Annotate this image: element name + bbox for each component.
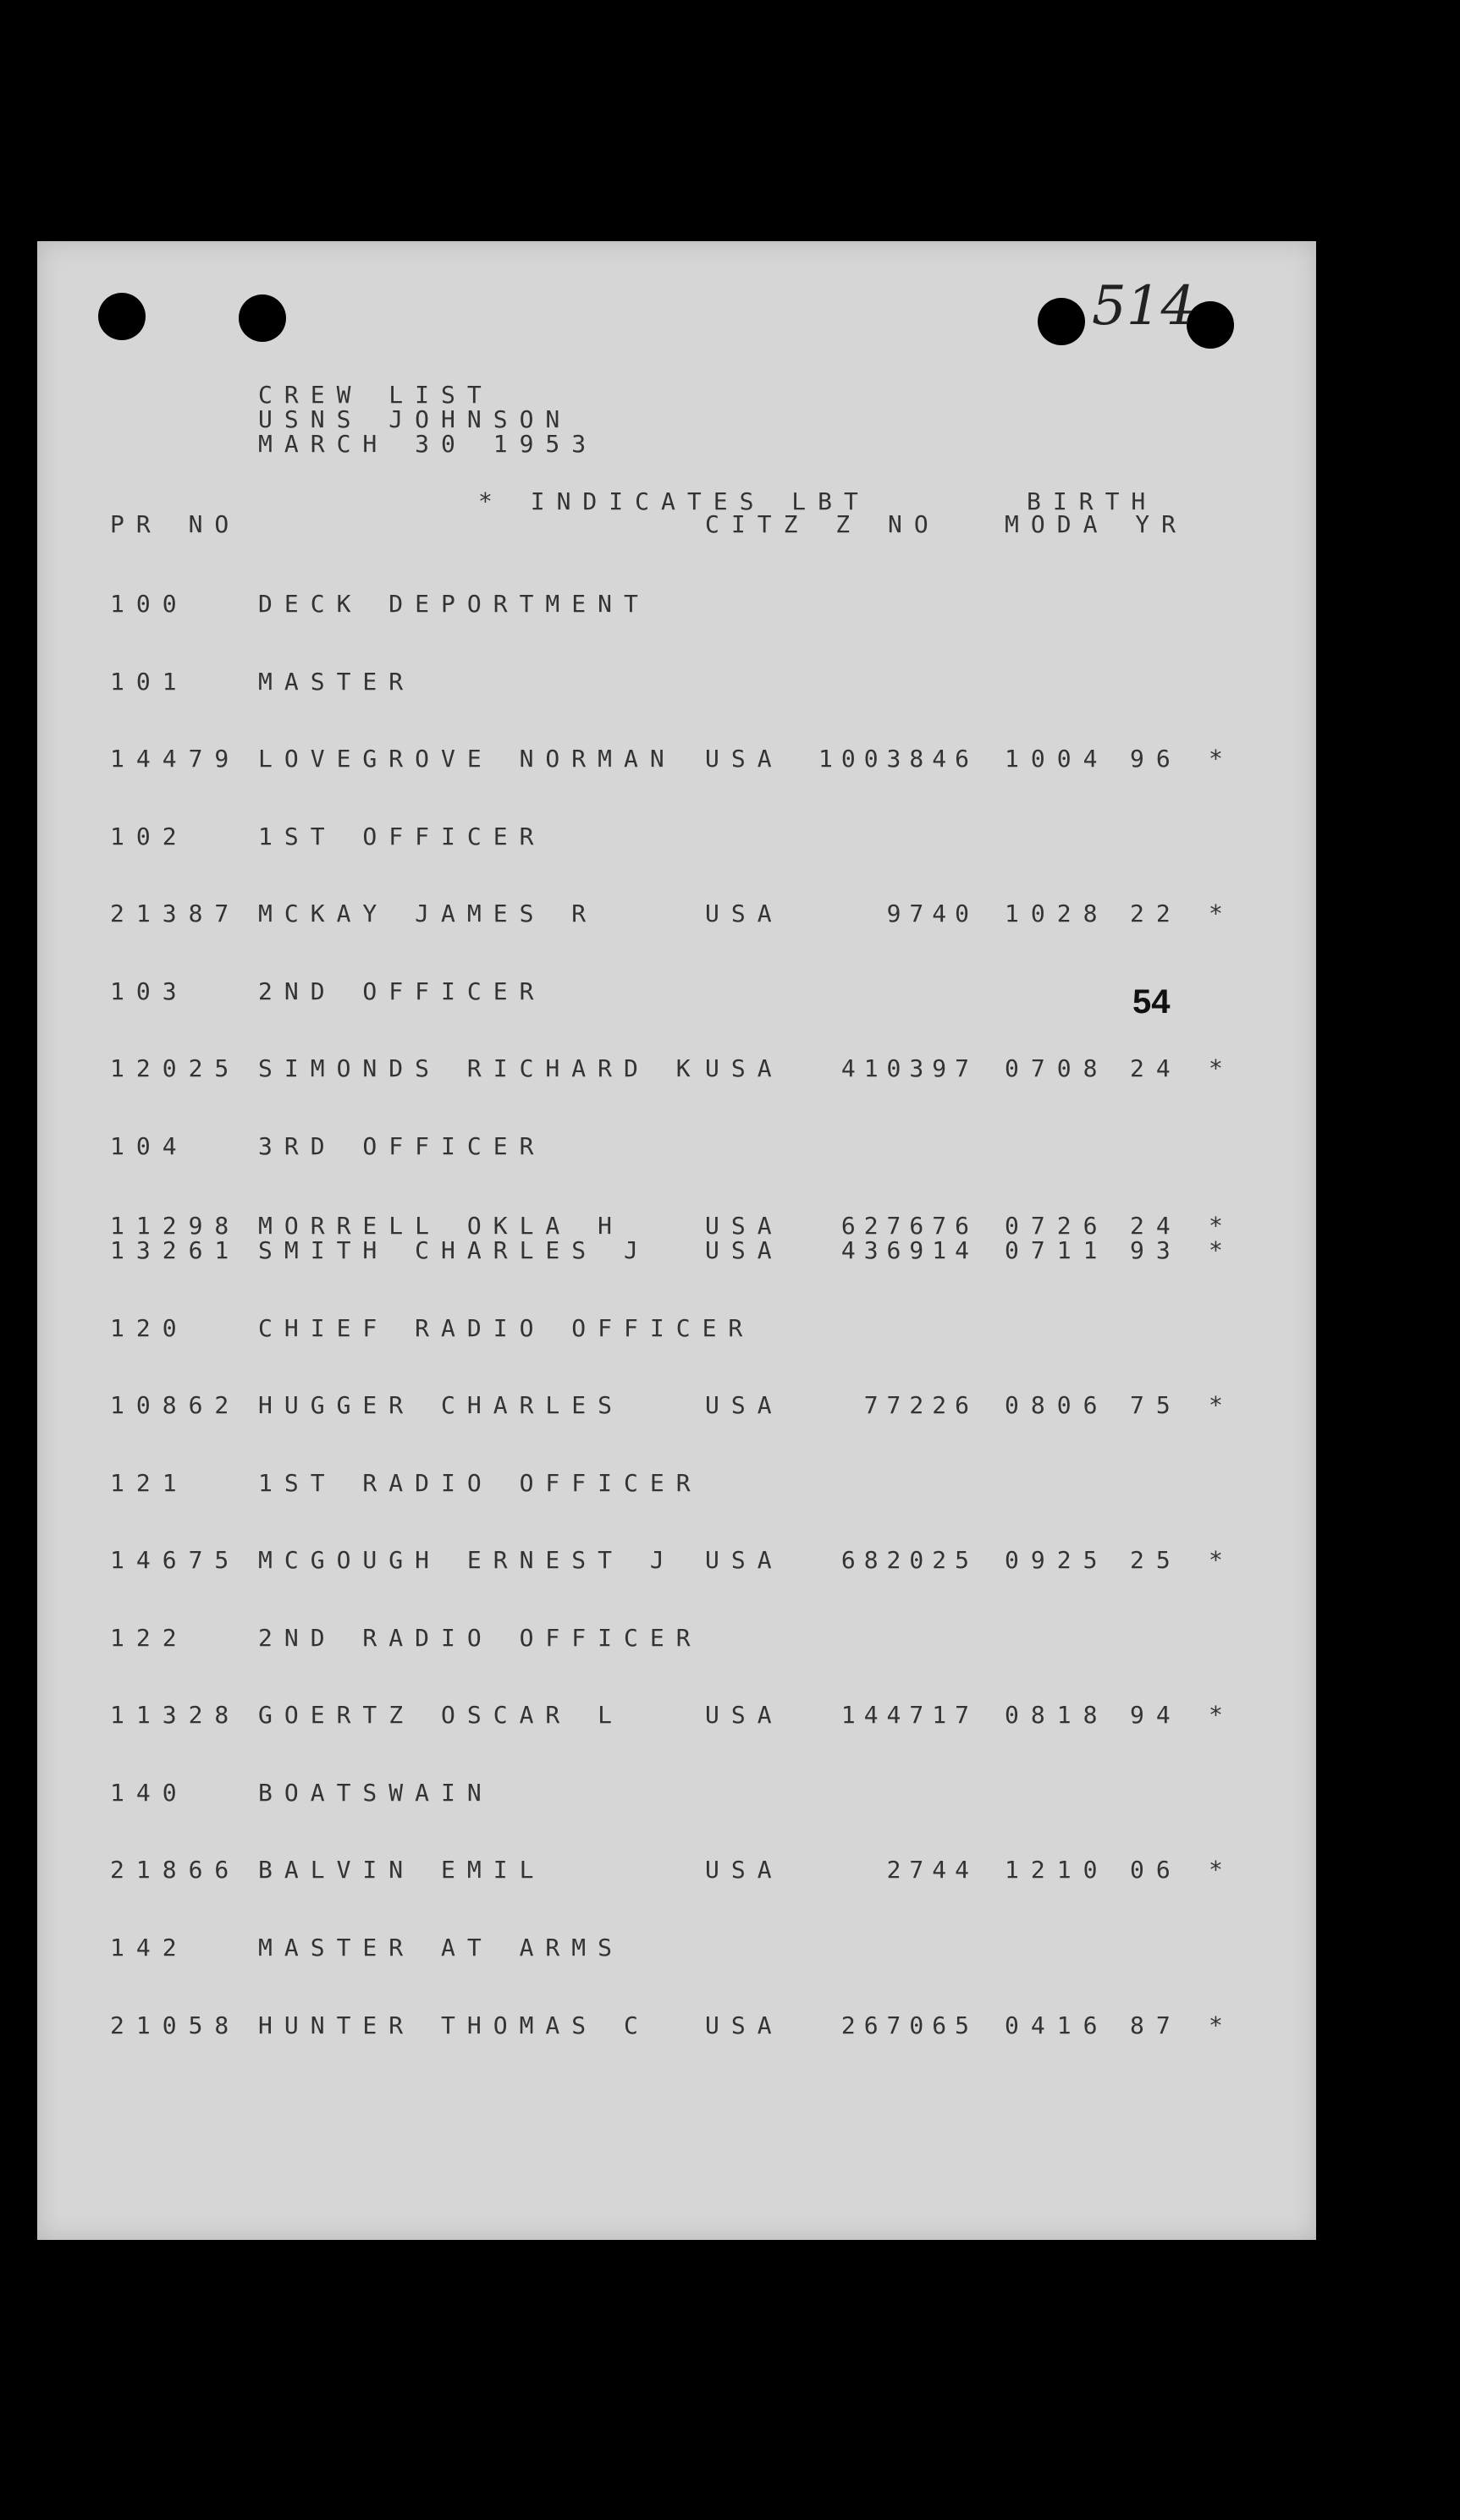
crew-citizenship: USA bbox=[705, 1391, 784, 1419]
crew-birth-moda: 1028 bbox=[1005, 900, 1110, 927]
section-title: 1ST RADIO OFFICER bbox=[258, 1469, 702, 1497]
crew-citizenship: USA bbox=[705, 1212, 784, 1240]
section-title: BOATSWAIN bbox=[258, 1779, 493, 1807]
crew-z-number: 267065 bbox=[840, 2011, 978, 2039]
crew-name: SIMONDS RICHARD K bbox=[258, 1054, 702, 1082]
section-pr-number: 122 bbox=[110, 1624, 189, 1652]
section-title: MASTER AT ARMS bbox=[258, 1934, 625, 1962]
crew-name: BALVIN EMIL bbox=[258, 1856, 546, 1884]
pr-no-header: PR NO bbox=[110, 510, 241, 538]
crew-pr-number: 10862 bbox=[110, 1391, 241, 1419]
punch-hole bbox=[98, 293, 146, 340]
crew-birth-year: 87 bbox=[1130, 2011, 1182, 2039]
crew-pr-number: 21866 bbox=[110, 1856, 241, 1884]
crew-birth-moda: 0416 bbox=[1005, 2011, 1110, 2039]
crew-citizenship: USA bbox=[705, 900, 784, 927]
section-pr-number: 102 bbox=[110, 823, 189, 850]
header-line-2: USNS JOHNSON bbox=[258, 405, 572, 433]
crew-birth-moda: 1004 bbox=[1005, 745, 1110, 773]
section-title: 3RD OFFICER bbox=[258, 1132, 546, 1160]
lbt-marker: * bbox=[1209, 1546, 1223, 1574]
crew-z-number: 77226 bbox=[863, 1391, 978, 1419]
crew-z-number: 1003846 bbox=[818, 745, 978, 773]
section-pr-number: 101 bbox=[110, 668, 189, 696]
crew-z-number: 682025 bbox=[840, 1546, 978, 1574]
lbt-marker: * bbox=[1209, 2011, 1223, 2039]
crew-birth-moda: 0925 bbox=[1005, 1546, 1110, 1574]
section-pr-number: 142 bbox=[110, 1934, 189, 1962]
lbt-marker: * bbox=[1209, 900, 1223, 927]
crew-pr-number: 13261 bbox=[110, 1236, 241, 1264]
header-line-3: MARCH 30 1953 bbox=[258, 430, 598, 458]
crew-name: LOVEGROVE NORMAN bbox=[258, 745, 676, 773]
crew-citizenship: USA bbox=[705, 1054, 784, 1082]
crew-citizenship: USA bbox=[705, 745, 784, 773]
crew-birth-moda: 1210 bbox=[1005, 1856, 1110, 1884]
crew-birth-year: 22 bbox=[1130, 900, 1182, 927]
section-title: DECK DEPORTMENT bbox=[258, 590, 650, 618]
handwritten-page-number: 514 bbox=[1092, 275, 1196, 338]
lbt-marker: * bbox=[1209, 1054, 1223, 1082]
crew-z-number: 627676 bbox=[840, 1212, 978, 1240]
crew-z-number: 2744 bbox=[886, 1856, 978, 1884]
birth-header: BIRTH bbox=[1027, 487, 1158, 515]
crew-pr-number: 11328 bbox=[110, 1701, 241, 1729]
crew-citizenship: USA bbox=[705, 1856, 784, 1884]
section-pr-number: 104 bbox=[110, 1132, 189, 1160]
punch-hole bbox=[1038, 298, 1085, 345]
crew-z-number: 410397 bbox=[840, 1054, 978, 1082]
crew-name: HUNTER THOMAS C bbox=[258, 2011, 650, 2039]
crew-birth-year: 24 bbox=[1130, 1212, 1182, 1240]
crew-citizenship: USA bbox=[705, 2011, 784, 2039]
crew-z-number: 436914 bbox=[840, 1236, 978, 1264]
crew-birth-year: 96 bbox=[1130, 745, 1182, 773]
section-pr-number: 140 bbox=[110, 1779, 189, 1807]
crew-birth-year: 93 bbox=[1130, 1236, 1182, 1264]
crew-z-number: 9740 bbox=[886, 900, 978, 927]
crew-pr-number: 21058 bbox=[110, 2011, 241, 2039]
crew-citizenship: USA bbox=[705, 1546, 784, 1574]
moda-yr-header: MODA YR bbox=[1005, 510, 1188, 538]
section-title: 2ND RADIO OFFICER bbox=[258, 1624, 702, 1652]
crew-birth-moda: 0711 bbox=[1005, 1236, 1110, 1264]
crew-pr-number: 11298 bbox=[110, 1212, 241, 1240]
crew-birth-year: 06 bbox=[1130, 1856, 1182, 1884]
lbt-marker: * bbox=[1209, 745, 1223, 773]
crew-name: GOERTZ OSCAR L bbox=[258, 1701, 625, 1729]
crew-birth-year: 24 bbox=[1130, 1054, 1182, 1082]
section-pr-number: 121 bbox=[110, 1469, 189, 1497]
section-pr-number: 100 bbox=[110, 590, 189, 618]
crew-name: MCKAY JAMES R bbox=[258, 900, 598, 927]
crew-name: SMITH CHARLES J bbox=[258, 1236, 650, 1264]
crew-birth-moda: 0726 bbox=[1005, 1212, 1110, 1240]
lbt-marker: * bbox=[1209, 1701, 1223, 1729]
crew-pr-number: 21387 bbox=[110, 900, 241, 927]
crew-birth-year: 94 bbox=[1130, 1701, 1182, 1729]
crew-pr-number: 12025 bbox=[110, 1054, 241, 1082]
section-title: MASTER bbox=[258, 668, 416, 696]
punch-hole bbox=[239, 294, 286, 342]
section-title: 2ND OFFICER bbox=[258, 977, 546, 1005]
crew-name: MORRELL OKLA H bbox=[258, 1212, 625, 1240]
crew-birth-year: 25 bbox=[1130, 1546, 1182, 1574]
lbt-marker: * bbox=[1209, 1391, 1223, 1419]
crew-birth-year: 75 bbox=[1130, 1391, 1182, 1419]
crew-pr-number: 14675 bbox=[110, 1546, 241, 1574]
section-pr-number: 120 bbox=[110, 1314, 189, 1342]
section-title: 1ST OFFICER bbox=[258, 823, 546, 850]
crew-z-number: 144717 bbox=[840, 1701, 978, 1729]
crew-name: HUGGER CHARLES bbox=[258, 1391, 625, 1419]
legend-text: * INDICATES LBT bbox=[478, 487, 870, 515]
header-line-1: CREW LIST bbox=[258, 381, 493, 409]
crew-name: MCGOUGH ERNEST J bbox=[258, 1546, 676, 1574]
section-pr-number: 103 bbox=[110, 977, 189, 1005]
lbt-marker: * bbox=[1209, 1212, 1223, 1240]
crew-birth-moda: 0806 bbox=[1005, 1391, 1110, 1419]
section-title: CHIEF RADIO OFFICER bbox=[258, 1314, 755, 1342]
crew-citizenship: USA bbox=[705, 1236, 784, 1264]
crew-birth-moda: 0708 bbox=[1005, 1054, 1110, 1082]
lbt-marker: * bbox=[1209, 1236, 1223, 1264]
crew-birth-moda: 0818 bbox=[1005, 1701, 1110, 1729]
citz-z-no-header: CITZ Z NO bbox=[705, 510, 940, 538]
crew-pr-number: 14479 bbox=[110, 745, 241, 773]
stamp-number: 54 bbox=[1132, 983, 1171, 1021]
crew-citizenship: USA bbox=[705, 1701, 784, 1729]
lbt-marker: * bbox=[1209, 1856, 1223, 1884]
